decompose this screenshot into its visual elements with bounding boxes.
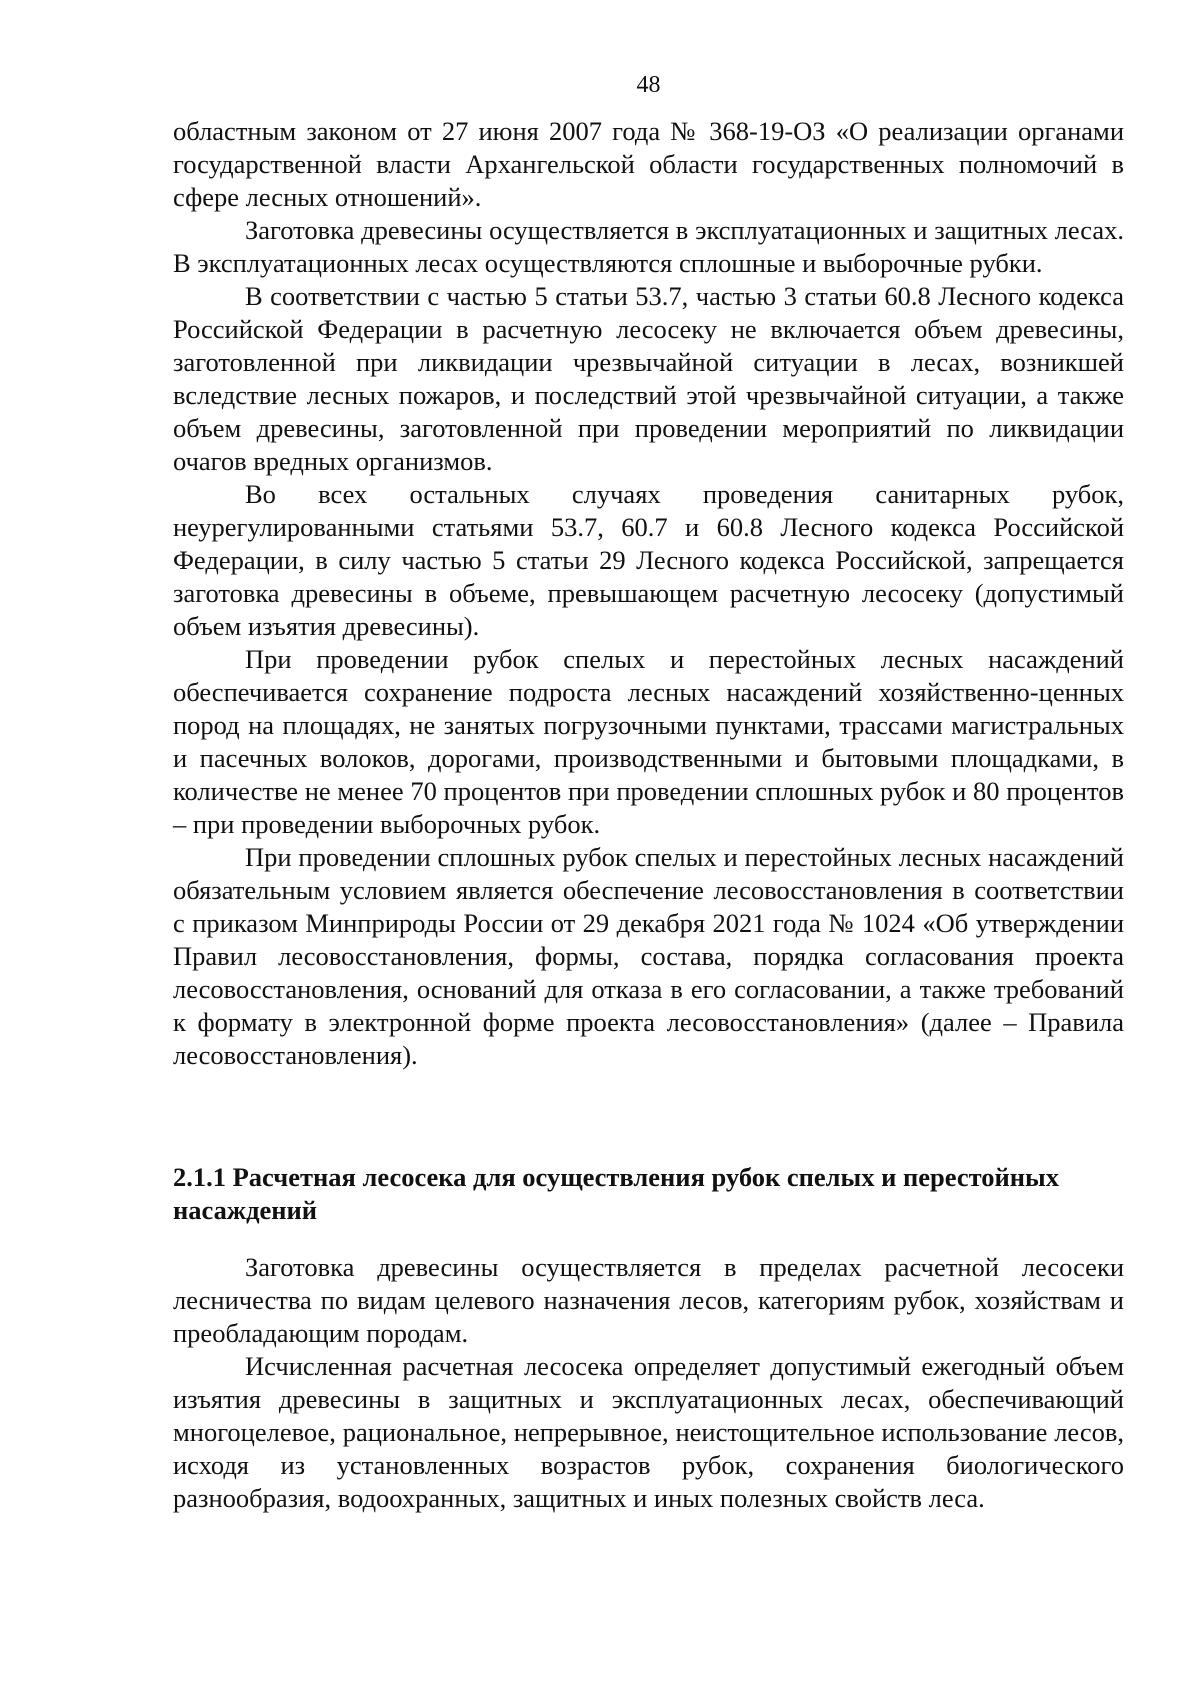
paragraph: В соответствии с частью 5 статьи 53.7, частью 3 статьи 60.8 Лесного кодекса Российской Федерации в расчетную лесосеку не включается объем древесины, заготовленной при ликвидации чрезвычайной ситуации в лесах, возникшей вследствие лесных пожаров, и последствий этой чрезвычайной ситуации, а также объем древесины, заготовленной при проведении мероприятий по ликвидации очагов вредных организмов.	[173, 281, 1124, 476]
page-number: 48	[636, 72, 661, 98]
paragraph: Исчисленная расчетная лесосека определяет допустимый ежегодный объем изъятия древесины в защитных и эксплуатационных лесах, обеспечивающий многоцелевое, рациональное, непрерывное, неистощительное использование лесов, исходя из установленных возрастов рубок, сохранения биологического разнообразия, водоохранных, защитных и иных полезных свойств леса.	[173, 1351, 1124, 1513]
paragraph: Во всех остальных случаях проведения санитарных рубок, неурегулированными статьями 53.7, 60.7 и 60.8 Лесного кодекса Российской Федерации, в силу частью 5 статьи 29 Лесного кодекса Российской, запрещается заготовка древесины в объеме, превышающем расчетную лесосеку (допустимый объем изъятия древесины).	[173, 479, 1124, 641]
paragraph: Заготовка древесины осуществляется в пределах расчетной лесосеки лесничества по видам целевого назначения лесов, категориям рубок, хозяйствам и преобладающим породам.	[173, 1252, 1124, 1348]
paragraph: При проведении рубок спелых и перестойных лесных насаждений обеспечивается сохранение подроста лесных насаждений хозяйственно-ценных пород на площадях, не занятых погрузочными пунктами, трассами магистральных и пасечных волоков, дорогами, производственными и бытовыми площадками, в количестве не менее 70 процентов при проведении сплошных рубок и 80 процентов – при проведении выборочных рубок.	[173, 644, 1124, 839]
section-heading: 2.1.1 Расчетная лесосека для осуществления рубок спелых и перестойных насаждений	[173, 1162, 1059, 1225]
paragraph: При проведении сплошных рубок спелых и перестойных лесных насаждений обязательным условием является обеспечение лесовосстановления в соответствии с приказом Минприроды России от 29 декабря 2021 года № 1024 «Об утверждении Правил лесовосстановления, формы, состава, порядка согласования проекта лесовосстановления, оснований для отказа в его согласовании, а также требований к формату в электронной форме проекта лесовосстановления» (далее – Правила лесовосстановления).	[173, 842, 1124, 1070]
body-text-top	[173, 115, 1124, 1072]
body-text-bottom	[173, 1251, 1124, 1515]
paragraph: Заготовка древесины осуществляется в эксплуатационных и защитных лесах. В эксплуатационных лесах осуществляются сплошные и выборочные рубки.	[173, 215, 1124, 278]
paragraph: областным законом от 27 июня 2007 года № 368-19-ОЗ «О реализации органами государственной власти Архангельской области государственных полномочий в сфере лесных отношений».	[173, 116, 1124, 212]
